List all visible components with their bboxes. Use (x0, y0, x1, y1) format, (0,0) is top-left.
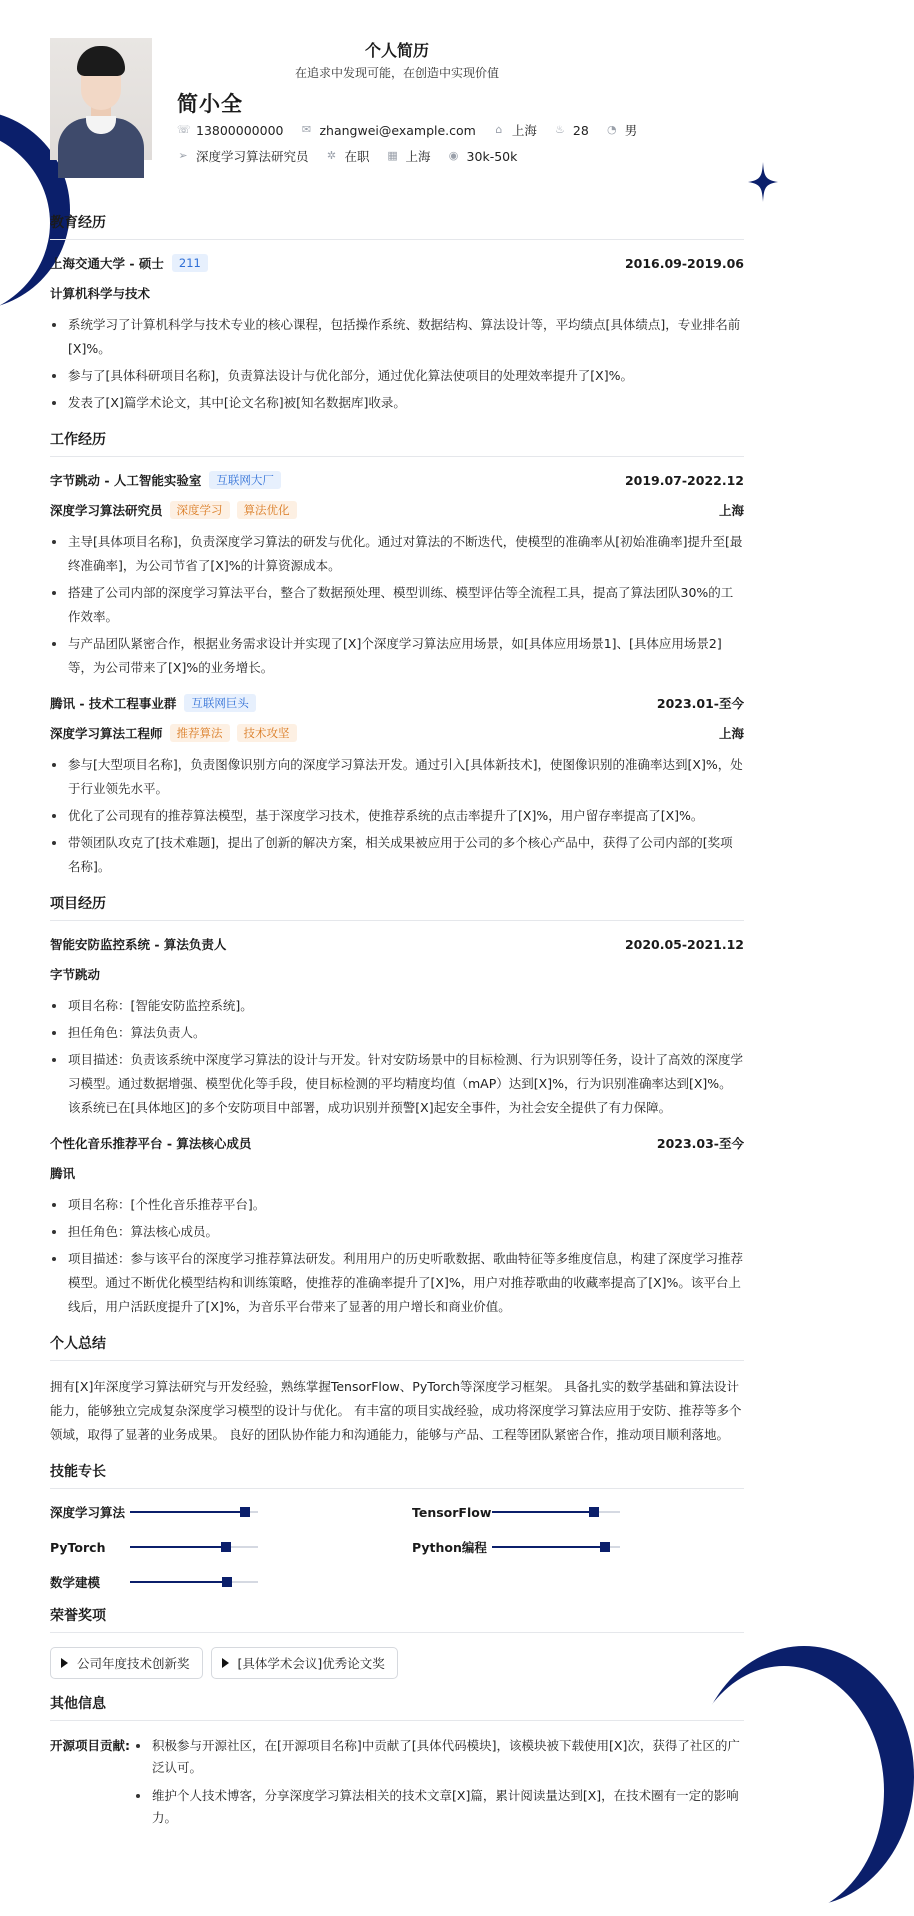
other-section (50, 1693, 744, 1835)
section-title: 项目经历 (50, 893, 744, 921)
award-label: 公司年度技术创新奖 (77, 1656, 190, 1671)
awards-list (50, 1647, 744, 1679)
company-name: 字节跳动 - 人工智能实验室 (50, 473, 202, 488)
skill-level-handle (240, 1507, 250, 1517)
skills-section (50, 1461, 744, 1591)
skill-level-handle (600, 1542, 610, 1552)
page-title: 个人简历 (364, 41, 429, 60)
major: 计算机科学与技术 (50, 286, 151, 301)
resume-header (50, 38, 744, 198)
skill-level-bar (130, 1543, 258, 1551)
list-item: 与产品团队紧密合作，根据业务需求设计并实现了[X]个深度学习算法应用场景，如[具体应用场景1]、[具体应用场景2]等，为公司带来了[X]%的业务增长。 (50, 632, 744, 680)
status-text: 在职 (344, 149, 370, 164)
skill-level-handle (222, 1577, 232, 1587)
skill-name: Python编程 (412, 1540, 487, 1555)
company-name: 腾讯 - 技术工程事业群 (50, 696, 177, 711)
list-item: 担任角色：算法核心成员。 (50, 1220, 744, 1244)
list-item: 发表了[X]篇学术论文，其中[论文名称]被[知名数据库]收录。 (50, 391, 744, 415)
gender-text: 男 (624, 123, 638, 138)
position-title: 深度学习算法研究员 (50, 503, 163, 518)
project-bullets (50, 994, 744, 1120)
skill-level-handle (221, 1542, 231, 1552)
work-bullets (50, 530, 744, 680)
skills-grid (50, 1503, 744, 1591)
job-intent-row (177, 147, 534, 165)
company-tag: 互联网巨头 (184, 694, 256, 712)
send-icon: ➢ (178, 149, 188, 162)
school-tag: 211 (172, 254, 208, 272)
skill-name: TensorFlow (412, 1504, 492, 1520)
project-name: 智能安防监控系统 - 算法负责人 (50, 937, 227, 952)
education-section (50, 212, 744, 415)
project-company: 字节跳动 (50, 967, 101, 982)
section-title: 教育经历 (50, 212, 744, 240)
other-info (50, 1735, 744, 1835)
work-location: 上海 (718, 503, 744, 518)
education-entry (50, 254, 744, 415)
skill-tag: 推荐算法 (170, 724, 230, 742)
target-city-text: 上海 (405, 149, 431, 164)
gender-icon: ◔ (606, 123, 617, 136)
project-name: 个性化音乐推荐平台 - 算法核心成员 (50, 1136, 252, 1151)
work-date: 2019.07-2022.12 (624, 472, 744, 488)
skill-item (50, 1503, 382, 1521)
city-text: 上海 (511, 123, 537, 138)
skill-name: 数学建模 (50, 1575, 101, 1590)
phone-icon: ☏ (177, 123, 191, 136)
cake-icon: ♨ (554, 123, 565, 136)
play-icon (61, 1658, 68, 1668)
skill-level-handle (589, 1507, 599, 1517)
skill-level-bar (130, 1578, 258, 1586)
skill-tag: 算法优化 (237, 501, 297, 519)
status-icon: ✲ (326, 149, 337, 162)
project-date: 2020.05-2021.12 (624, 936, 744, 952)
awards-section (50, 1605, 744, 1679)
project-company: 腾讯 (50, 1166, 76, 1181)
list-item: 主导[具体项目名称]，负责深度学习算法的研发与优化。通过对算法的不断迭代，使模型的准确率从[初始准确率]提升至[最终准确率]，为公司节省了[X]%的计算资源成本。 (50, 530, 744, 578)
work-location: 上海 (718, 726, 744, 741)
job-title-text: 深度学习算法研究员 (196, 149, 309, 164)
home-icon: ⌂ (495, 123, 503, 136)
mail-icon: ✉ (301, 123, 312, 136)
list-item: 优化了公司现有的推荐算法模型，基于深度学习技术，使推荐系统的点击率提升了[X]%，用户留存率提高了[X]%。 (50, 804, 744, 828)
skill-item (412, 1538, 744, 1556)
section-title: 荣誉奖项 (50, 1605, 744, 1633)
skill-level-bar (130, 1508, 258, 1516)
play-icon (222, 1658, 229, 1668)
skill-item (50, 1538, 382, 1556)
list-item: 参与[大型项目名称]，负责图像识别方向的深度学习算法开发。通过引入[具体新技术]，使图像识别的准确率达到[X]%，处于行业领先水平。 (50, 753, 744, 801)
motto: 在追求中发现可能，在创造中实现价值 (294, 66, 499, 80)
education-bullets (50, 313, 744, 415)
section-title: 其他信息 (50, 1693, 744, 1721)
project-entry (50, 1134, 744, 1319)
skill-name: 深度学习算法 (50, 1505, 126, 1520)
work-entry (50, 694, 744, 879)
contact-row (177, 121, 654, 139)
section-title: 工作经历 (50, 429, 744, 457)
section-title: 个人总结 (50, 1333, 744, 1361)
work-entry (50, 471, 744, 680)
skill-level-bar (492, 1543, 620, 1551)
skill-name: PyTorch (50, 1539, 106, 1555)
school-name: 上海交通大学 - 硕士 (50, 256, 164, 271)
list-item: 系统学习了计算机科学与技术专业的核心课程，包括操作系统、数据结构、算法设计等，平均绩点[具体绩点]，专业排名前[X]%。 (50, 313, 744, 361)
summary-section (50, 1333, 744, 1447)
list-item: 项目描述：参与该平台的深度学习推荐算法研发。利用用户的历史听歌数据、歌曲特征等多维度信息，构建了深度学习推荐模型。通过不断优化模型结构和训练策略，使推荐的准确率提升了[X]%，用户对推荐歌曲的收藏率提高了[X]%。该平台上线后，用户活跃度提升了[X]%，为音乐平台带来了显著的用户增长和商业价值。 (50, 1247, 744, 1319)
phone-text: 13800000000 (196, 122, 284, 138)
skill-item (412, 1503, 744, 1521)
list-item: 维护个人技术博客，分享深度学习算法相关的技术文章[X]篇，累计阅读量达到[X]，在技术圈有一定的影响力。 (134, 1785, 744, 1829)
section-title: 技能专长 (50, 1461, 744, 1489)
list-item: 项目名称：[智能安防监控系统]。 (50, 994, 744, 1018)
project-bullets (50, 1193, 744, 1319)
money-icon: ◉ (448, 149, 459, 162)
list-item: 参与了[具体科研项目名称]，负责算法设计与优化部分，通过优化算法使项目的处理效率提升了[X]%。 (50, 364, 744, 388)
other-bullets (134, 1735, 744, 1835)
projects-section (50, 893, 744, 1319)
award-label: [具体学术会议]优秀论文奖 (237, 1656, 385, 1671)
other-label: 开源项目贡献: (50, 1738, 130, 1753)
award-chip[interactable] (211, 1647, 398, 1679)
project-entry (50, 935, 744, 1120)
work-section (50, 429, 744, 879)
company-tag: 互联网大厂 (209, 471, 281, 489)
skill-tag: 深度学习 (170, 501, 230, 519)
project-date: 2023.03-至今 (656, 1136, 744, 1151)
skill-item (50, 1573, 382, 1591)
email-text: zhangwei@example.com (319, 122, 476, 138)
list-item: 积极参与开源社区，在[开源项目名称]中贡献了[具体代码模块]，该模块被下载使用[X]次，获得了社区的广泛认可。 (134, 1735, 744, 1779)
list-item: 担任角色：算法负责人。 (50, 1021, 744, 1045)
work-date: 2023.01-至今 (656, 696, 744, 711)
list-item: 搭建了公司内部的深度学习算法平台，整合了数据预处理、模型训练、模型评估等全流程工具，提高了算法团队30%的工作效率。 (50, 581, 744, 629)
list-item: 项目描述：负责该系统中深度学习算法的设计与开发。针对安防场景中的目标检测、行为识别等任务，设计了高效的深度学习模型。通过数据增强、模型优化等手段，使目标检测的平均精度均值（mAP）达到[X]%，行为识别准确率达到[X]%。该系统已在[具体地区]的多个安防项目中部署，成功识别并预警[X]起安全事件，为社会安全提供了有力保障。 (50, 1048, 744, 1120)
position-title: 深度学习算法工程师 (50, 726, 163, 741)
building-icon: ▦ (387, 149, 398, 162)
summary-text: 拥有[X]年深度学习算法研究与开发经验，熟练掌握TensorFlow、PyTorch等深度学习框架。 具备扎实的数学基础和算法设计能力，能够独立完成复杂深度学习模型的设计与优化。 有丰富的项目实战经验，成功将深度学习算法应用于安防、推荐等多个领域，取得了显著的业务成果。 良好的团队协作能力和沟通能力，能够与产品、工程等团队紧密合作，推动项目顺利落地。 (50, 1379, 742, 1442)
candidate-name: 简小全 (177, 92, 243, 116)
work-bullets (50, 753, 744, 879)
age-text: 28 (572, 122, 589, 138)
list-item: 带领团队攻克了[技术难题]，提出了创新的解决方案，相关成果被应用于公司的多个核心产品中，获得了公司内部的[奖项名称]。 (50, 831, 744, 879)
list-item: 项目名称：[个性化音乐推荐平台]。 (50, 1193, 744, 1217)
education-date: 2016.09-2019.06 (624, 255, 744, 271)
award-chip[interactable] (50, 1647, 203, 1679)
skill-tag: 技术攻坚 (237, 724, 297, 742)
salary-text: 30k-50k (466, 148, 518, 164)
skill-level-bar (492, 1508, 620, 1516)
